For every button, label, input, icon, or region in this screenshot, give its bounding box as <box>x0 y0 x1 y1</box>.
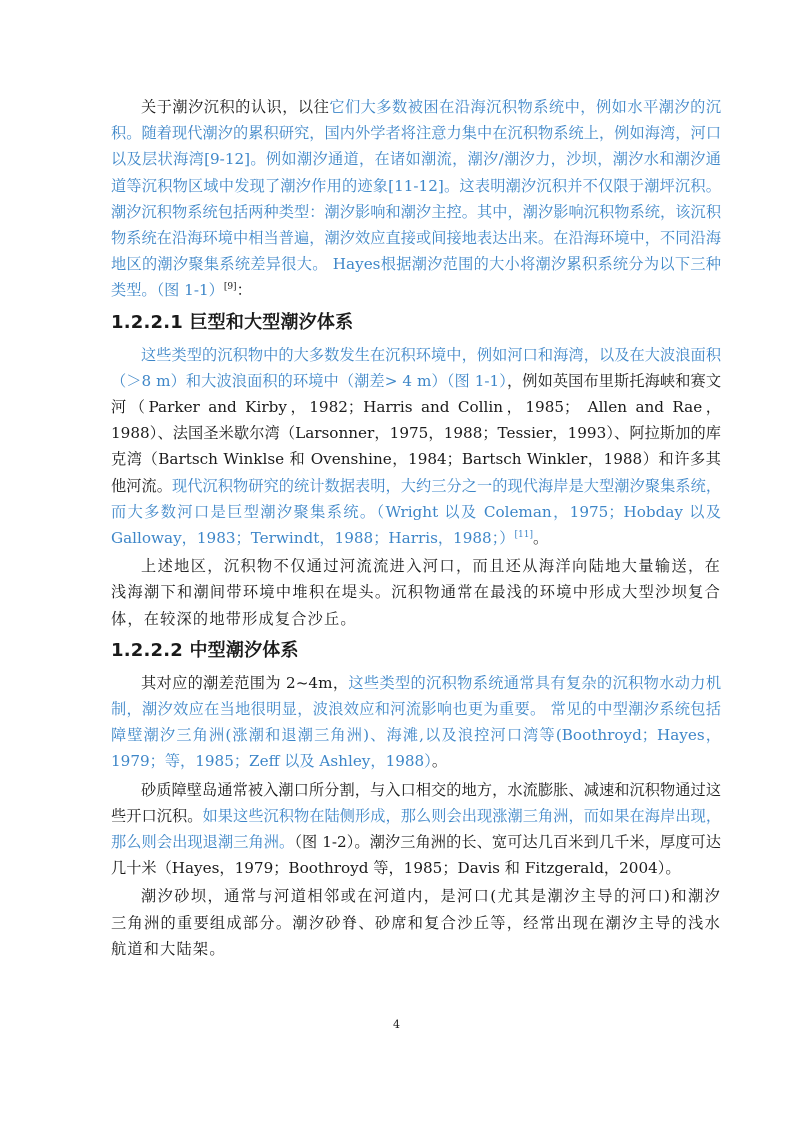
text-run: 。 <box>431 752 447 771</box>
paragraph-meso-tidal <box>111 670 721 775</box>
text-run-highlight: 现代沉积物研究的统计数据表明，大约三分之一的现代海岸是大型潮汐聚集系统，而大多数河口是巨型潮汐聚集系统。（Wright 以及 Coleman，1975；Hobday 以及 Galloway，1983；Terwindt，1988；Harris，1988；） <box>111 476 722 548</box>
page-number: 4 <box>393 1018 400 1031</box>
text-run: 其对应的潮差范围为 2~4m， <box>141 673 349 692</box>
paragraph-macro-tidal <box>111 342 721 552</box>
text-run-highlight: 如果这些沉积物在陆侧形成，那么则会出现涨潮三角洲，而如果在海岸出现，那么则会出现退潮三角洲。 <box>111 806 722 852</box>
text-run: ： <box>236 281 252 300</box>
paragraph-sediment-transport: 上述地区，沉积物不仅通过河流流进入河口，而且还从海洋向陆地大量输送，在浅海潮下和潮间带环境中堆积在堤头。沉积物通常在最浅的环境中形成大型沙坝复合体，在较深的地带形成复合沙丘。 <box>111 557 721 628</box>
section-heading-1: 1.2.2.1 巨型和大型潮汐体系 <box>111 311 354 333</box>
text-run: 关于潮汐沉积的认识，以往 <box>141 98 330 116</box>
text-run: ，例如英国布里斯托海峡和赛文河（Parker and Kirby，1982；Harris and Collin，1985； Allen and Rae，1988）、法国圣米歇尔湾（Larsonner，1975，1988；Tessier，1993）、阿拉斯加的库克湾（Bartsch Winklse 和 Ovenshine，1984；Bartsch Winkler，1988）和许多其他河流。 <box>111 371 722 495</box>
text-run-highlight: 这些类型的沉积物系统通常具有复杂的沉积物水动力机制，潮汐效应在当地很明显，波浪效应和河流影响也更为重要。 常见的中型潮汐系统包括障壁潮汐三角洲(涨潮和退潮三角洲)、海滩,以及浪控河口湾等(Boothroyd；Hayes，1979；等，1985；Zeff 以及 Ashley，1988） <box>111 673 722 771</box>
citation-ref: [11] <box>514 530 533 541</box>
text-run: 。 <box>532 529 549 548</box>
document-body <box>111 94 721 962</box>
text-run: 砂质障壁岛通常被入潮口所分割，与入口相交的地方，水流膨胀、减速和沉积物通过这些开口沉积。 <box>111 780 721 825</box>
section-heading-2: 1.2.2.2 中型潮汐体系 <box>111 639 299 661</box>
text-run-highlight: 这些类型的沉积物中的大多数发生在沉积环境中，例如河口和海湾，以及在大波浪面积（＞8 m）和大波浪面积的环境中（潮差> 4 m）（图 1-1） <box>111 345 721 390</box>
citation-ref: [9] <box>223 282 237 293</box>
text-run-highlight: 它们大多数被困在沿海沉积物系统中，例如水平潮汐的沉积。随着现代潮汐的累积研究，国内外学者将注意力集中在沉积物系统上，例如海湾，河口以及层状海湾[9-12]。例如潮汐通道，在诸如潮流，潮汐/潮汐力，沙坝，潮汐水和潮汐通道等沉积物区域中发现了潮汐作用的迹象[11-12]。这表明潮汐沉积并不仅限于潮坪沉积。潮汐沉积物系统包括两种类型：潮汐影响和潮汐主控。其中，潮汐影响沉积物系统，该沉积物系统在沿海环境中相当普遍，潮汐效应直接或间接地表达出来。在沿海环境中，不同沿海地区的潮汐聚集系统差异很大。 Hayes根据潮汐范围的大小将潮汐累积系统分为以下三种类型。（图 1-1） <box>111 98 722 300</box>
text-run: （图 1-2）。潮汐三角洲的长、宽可达几百米到几千米，厚度可达几十米（Hayes，1979；Boothroyd 等，1985；Davis 和 Fitzgerald，2004）。 <box>111 833 721 878</box>
paragraph-tidal-sand-bar: 潮汐砂坝，通常与河道相邻或在河道内，是河口(尤其是潮汐主导的河口)和潮汐三角洲的重要组成部分。潮汐砂脊、砂席和复合沙丘等，经常出现在潮汐主导的浅水航道和大陆架。 <box>111 887 721 958</box>
paragraph-intro <box>111 94 721 304</box>
paragraph-barrier-island <box>111 777 721 882</box>
